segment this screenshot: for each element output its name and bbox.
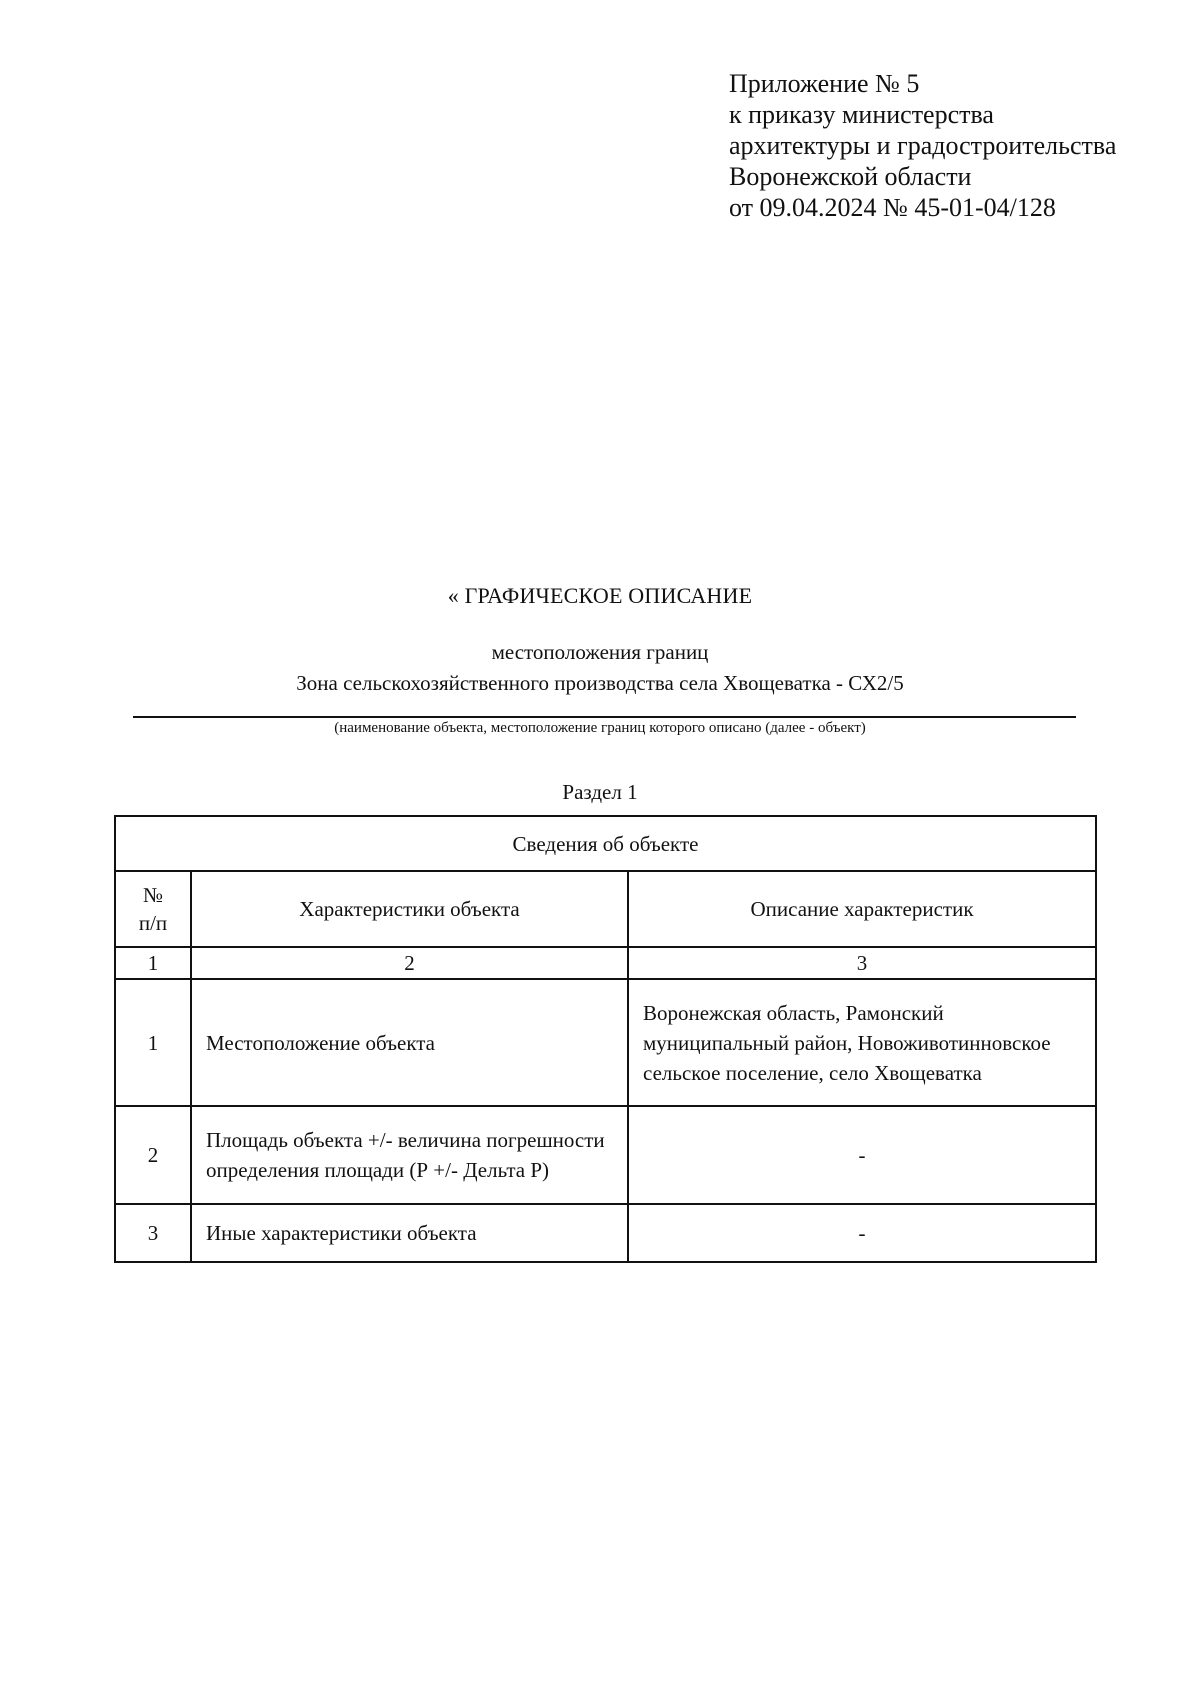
- row-characteristic: Местоположение объекта: [191, 979, 628, 1106]
- column-header-characteristic: Характеристики объекта: [191, 871, 628, 947]
- object-info-table: [114, 815, 1097, 1263]
- appendix-line: к приказу министерства: [729, 100, 994, 129]
- row-number: 2: [115, 1106, 191, 1204]
- column-number: 1: [115, 947, 191, 979]
- row-characteristic: Площадь объекта +/- величина погрешности определения площади (Р +/- Дельта Р): [191, 1106, 628, 1204]
- row-number: 3: [115, 1204, 191, 1262]
- appendix-line: архитектуры и градостроительства: [729, 131, 1117, 160]
- table-row: [115, 1204, 1096, 1262]
- column-header-number: [115, 871, 191, 947]
- row-characteristic: Иные характеристики объекта: [191, 1204, 628, 1262]
- row-number: 1: [115, 979, 191, 1106]
- appendix-line: Воронежской области: [729, 162, 972, 191]
- row-description: -: [628, 1106, 1096, 1204]
- section-heading: Раздел 1: [562, 780, 638, 804]
- column-header-description: Описание характеристик: [628, 871, 1096, 947]
- object-name-caption: (наименование объекта, местоположение границ которого описано (далее - объект): [334, 720, 866, 736]
- appendix-block: [729, 68, 1116, 223]
- row-description: Воронежская область, Рамонский муниципальный район, Новоживотинновское сельское поселение, село Хвощеватка: [628, 979, 1096, 1106]
- table-row: [115, 1106, 1096, 1204]
- appendix-line: от 09.04.2024 № 45-01-04/128: [729, 193, 1056, 222]
- table-title: Сведения об объекте: [115, 816, 1096, 871]
- column-number: 3: [628, 947, 1096, 979]
- object-name: Зона сельскохозяйственного производства села Хвощеватка - СХ2/5: [296, 671, 904, 695]
- column-header-number-abbr: п/п: [138, 911, 168, 935]
- document-subtitle: местоположения границ: [491, 640, 709, 664]
- document-title: « ГРАФИЧЕСКОЕ ОПИСАНИЕ: [447, 583, 753, 608]
- column-number: 2: [191, 947, 628, 979]
- row-description: -: [628, 1204, 1096, 1262]
- underline-divider: [133, 716, 1076, 718]
- appendix-line: Приложение № 5: [729, 69, 920, 98]
- table-row: [115, 979, 1096, 1106]
- column-header-number-symbol: №: [142, 883, 164, 907]
